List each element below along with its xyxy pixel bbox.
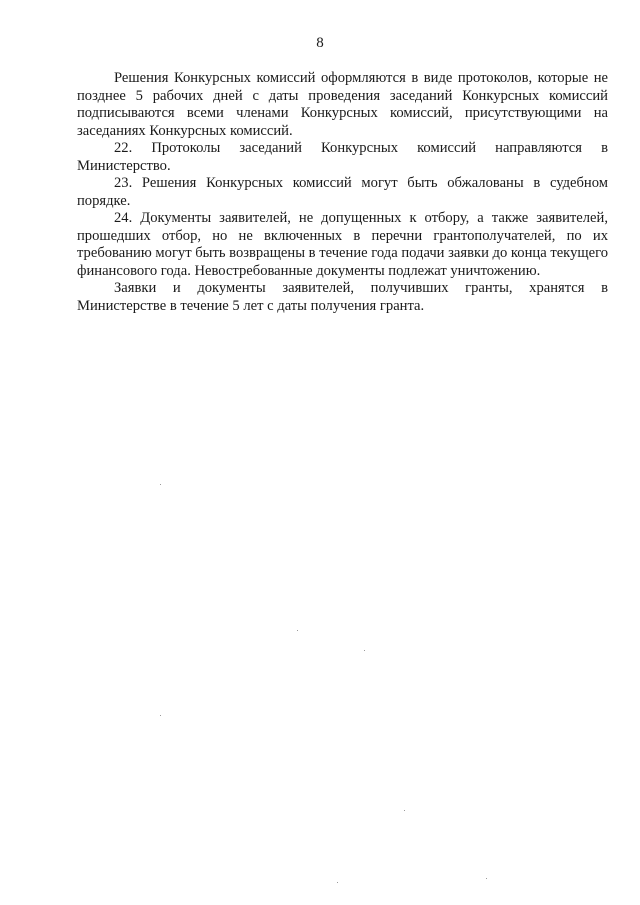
scan-speck (337, 882, 338, 883)
paragraph-documents-storage: Заявки и документы заявителей, получивших гранты, хранятся в Министерстве в течение 5 лет с даты получения гранта. (77, 280, 608, 314)
page-number: 8 (316, 35, 324, 51)
scan-speck (160, 715, 161, 716)
scan-speck (404, 810, 405, 811)
paragraph-24-documents-return: 24. Документы заявителей, не допущенных к отбору, а также заявителей, прошедших отбор, но не включенных в перечни грантополучателей, по их требованию могут быть возвращены в течение года подачи заявки до конца текущего финансового года. Невостребованные документы подлежат уничтожению. (77, 210, 608, 279)
scan-speck (486, 878, 487, 879)
scan-speck (297, 630, 298, 631)
paragraph-22-protocols: 22. Протоколы заседаний Конкурсных комиссий направляются в Министерство. (77, 140, 608, 174)
paragraph-23-appeals: 23. Решения Конкурсных комиссий могут быть обжалованы в судебном порядке. (77, 175, 608, 209)
scan-speck (160, 484, 161, 485)
paragraph-commission-decisions: Решения Конкурсных комиссий оформляются в виде протоколов, которые не позднее 5 рабочих дней с даты проведения заседаний Конкурсных комиссий подписываются всеми членами Конкурсных комиссий, присутствующими на заседаниях Конкурсных комиссий. (77, 70, 608, 139)
document-body (77, 70, 608, 315)
scan-speck (364, 650, 365, 651)
